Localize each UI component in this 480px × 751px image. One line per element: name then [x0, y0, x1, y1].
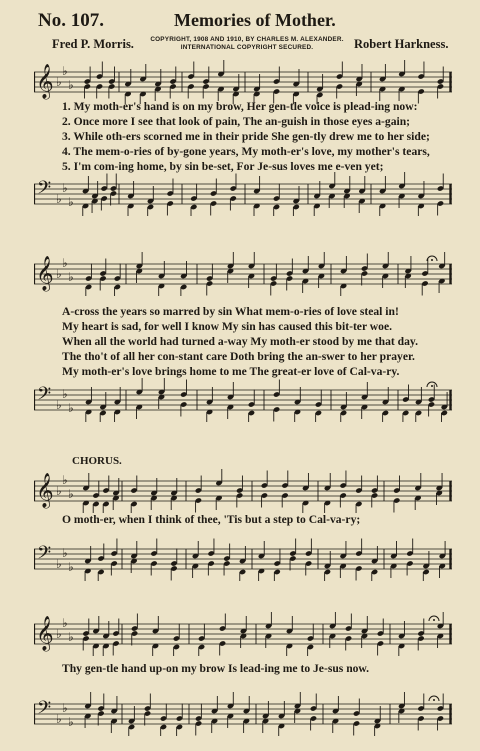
verse-2-line-b: My heart is sad, for well I know My sin has caused this bit-ter woe. [62, 320, 392, 333]
svg-text:♭: ♭ [56, 627, 62, 641]
verse-lyrics-part-1 [62, 100, 454, 180]
svg-text:𝄞: 𝄞 [36, 256, 54, 291]
bass-staff [34, 172, 452, 216]
svg-text:♭: ♭ [56, 75, 62, 89]
svg-text:♭: ♭ [62, 64, 68, 78]
svg-text:♭: ♭ [62, 473, 68, 487]
copyright-notice [144, 36, 350, 51]
treble-staff [34, 60, 452, 104]
verse-lyrics-part-2 [62, 305, 454, 385]
svg-text:♭: ♭ [68, 487, 74, 501]
bass-staff [34, 378, 452, 422]
svg-text:♭: ♭ [56, 557, 62, 571]
svg-text:𝄢: 𝄢 [37, 384, 52, 409]
svg-text:♭: ♭ [62, 181, 68, 195]
svg-text:♭: ♭ [68, 270, 74, 284]
hymn-title: Memories of Mother. [174, 10, 336, 30]
verse-1-line-b: A-cross the years so marred by sin What mem-o-ries of love steal in! [62, 305, 399, 318]
svg-text:♭: ♭ [62, 701, 68, 715]
chorus-line-2: Thy gen-tle hand up-on my brow Is lead-ing me to Je-sus now. [62, 662, 370, 675]
svg-text:𝄢: 𝄢 [37, 698, 52, 723]
verse-3-line-b: When all the world had turned a-way My moth-er stood by me that day. [62, 335, 418, 348]
svg-text:♭: ♭ [62, 546, 68, 560]
music-system-chorus [34, 455, 452, 585]
verse-2-line-a: 2. Once more I see that look of pain, The an-guish in those eyes a-gain; [62, 115, 411, 128]
svg-text:♭: ♭ [56, 192, 62, 206]
svg-text:♭: ♭ [68, 560, 74, 574]
copyright-line-2: INTERNATIONAL COPYRIGHT SECURED. [180, 43, 314, 51]
svg-text:♭: ♭ [68, 630, 74, 644]
bass-staff [34, 692, 452, 736]
treble-staff [34, 252, 452, 296]
svg-text:♭: ♭ [56, 484, 62, 498]
copyright-line-1: COPYRIGHT, 1908 AND 1910, BY CHARLES M. ALEXANDER. [150, 36, 344, 43]
composer-credit: Robert Harkness. [354, 37, 449, 51]
hymn-number: No. 107. [38, 10, 104, 31]
svg-text:♭: ♭ [62, 616, 68, 630]
treble-staff [34, 612, 452, 656]
verse-5-line-b: My moth-er's love brings home to me The great-er love of Cal-va-ry. [62, 365, 400, 378]
chorus-line-1: O moth-er, when I think of thee, 'Tis but a step to Cal-va-ry; [62, 513, 361, 526]
verse-4-line-b: The tho't of all her con-stant care Doth bring the an-swer to her prayer. [62, 350, 415, 363]
svg-text:♭: ♭ [68, 195, 74, 209]
svg-text:♭: ♭ [68, 401, 74, 415]
svg-text:♭: ♭ [68, 78, 74, 92]
svg-text:♭: ♭ [56, 398, 62, 412]
lyricist-credit: Fred P. Morris. [52, 37, 134, 51]
verse-1-line-a: 1. My moth-er's hand is on my brow, Her gen-tle voice is plead-ing now: [62, 100, 418, 113]
svg-text:♭: ♭ [68, 715, 74, 729]
verse-5-line-a: 5. I'm com-ing home, by sin be-set, For Je-sus loves me e-ven yet; [62, 160, 384, 173]
chorus-label: CHORUS. [72, 455, 122, 467]
verse-3-line-a: 3. While oth-ers scorned me in their pride She gen-tly drew me to her side; [62, 130, 430, 143]
treble-staff [34, 469, 452, 513]
chorus-lyrics-1 [62, 513, 454, 529]
bass-staff [34, 537, 452, 581]
svg-text:♭: ♭ [56, 712, 62, 726]
svg-text:♭: ♭ [62, 256, 68, 270]
svg-text:♭: ♭ [56, 267, 62, 281]
svg-text:𝄢: 𝄢 [37, 543, 52, 568]
svg-text:𝄢: 𝄢 [37, 178, 52, 203]
svg-text:♭: ♭ [62, 387, 68, 401]
svg-text:𝄞: 𝄞 [36, 616, 54, 651]
music-system-4 [34, 612, 452, 747]
music-system-2 [34, 252, 452, 422]
svg-text:𝄞: 𝄞 [36, 473, 54, 508]
svg-text:𝄞: 𝄞 [36, 64, 54, 99]
chorus-lyrics-2 [62, 662, 454, 678]
verse-4-line-a: 4. The mem-o-ries of by-gone years, My moth-er's love, my mother's tears, [62, 145, 430, 158]
music-system-1 [34, 60, 452, 220]
